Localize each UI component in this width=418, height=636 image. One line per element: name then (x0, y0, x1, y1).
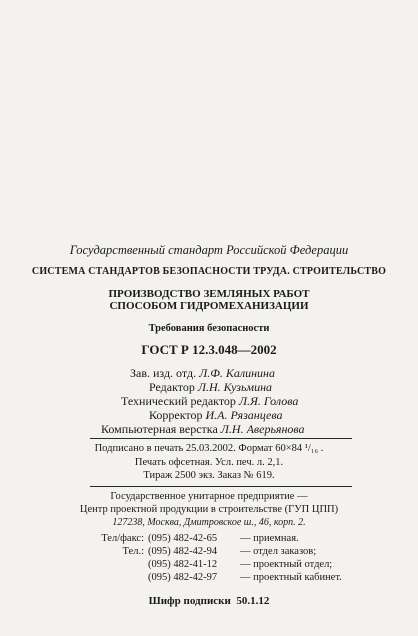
gost-number: ГОСТ Р 12.3.048—2002 (141, 342, 277, 357)
phone-label: Тел.: (122, 546, 144, 557)
credit-role: Корректор (149, 408, 203, 422)
credit-name: Л.Я. Голова (238, 394, 299, 408)
credit-role: Технический редактор (121, 394, 236, 408)
phone-label: Тел/факс: (101, 533, 144, 544)
phone-row (0, 559, 418, 572)
phone-number: (095) 482-42-97 (148, 572, 218, 583)
phone-number: (095) 482-42-94 (148, 546, 218, 557)
standard-heading: Государственный стандарт Российской Федерации (69, 243, 349, 257)
phone-row (0, 572, 418, 585)
credit-role: Редактор (149, 380, 195, 394)
system-heading: СИСТЕМА СТАНДАРТОВ БЕЗОПАСНОСТИ ТРУДА. СТРОИТЕЛЬСТВО (31, 266, 387, 277)
phone-department: — проектный кабинет. (240, 572, 342, 583)
print-info-line-2: Печать офсетная. Усл. печ. л. 2,1. (134, 457, 284, 468)
phone-row (0, 546, 418, 559)
publisher-address: 127238, Москва, Дмитровское ш., 46, корп. 2. (112, 517, 306, 528)
publisher-line-2: Центр проектной продукции в строительстве (ГУП ЦПП) (79, 504, 339, 515)
credit-row (101, 422, 305, 437)
credit-name: Л.Н. Аверьянова (220, 422, 305, 436)
credit-name: И.А. Рязанцева (205, 408, 283, 422)
subtitle: Требования безопасности (148, 323, 270, 334)
credit-role: Компьютерная верстка (101, 422, 218, 436)
credit-row (121, 394, 298, 409)
divider (90, 486, 352, 487)
credit-role: Зав. изд. отд. (130, 366, 197, 380)
phone-row (0, 533, 418, 546)
title-line-2: СПОСОБОМ ГИДРОМЕХАНИЗАЦИИ (109, 300, 309, 312)
print-info-line-1: Подписано в печать 25.03.2002. Формат 60×84 ¹/₁₆ . (94, 443, 324, 454)
phone-department: — отдел заказов; (240, 546, 317, 557)
credit-row (149, 408, 283, 423)
credit-row (130, 366, 275, 381)
subscription-code: Шифр подписки 50.1.12 (148, 595, 270, 607)
credit-name: Л.Ф. Калинина (199, 366, 275, 380)
phone-number: (095) 482-41-12 (148, 559, 218, 570)
phone-number: (095) 482-42-65 (148, 533, 218, 544)
credit-row (149, 380, 272, 395)
phone-department: — проектный отдел; (240, 559, 333, 570)
credit-name: Л.Н. Кузьмина (197, 380, 273, 394)
divider (90, 438, 352, 439)
publisher-line-1: Государственное унитарное предприятие — (110, 491, 308, 502)
title-line-1: ПРОИЗВОДСТВО ЗЕМЛЯНЫХ РАБОТ (108, 288, 310, 300)
print-info-line-3: Тираж 2500 экз. Заказ № 619. (143, 470, 275, 481)
phone-department: — приемная. (240, 533, 299, 544)
